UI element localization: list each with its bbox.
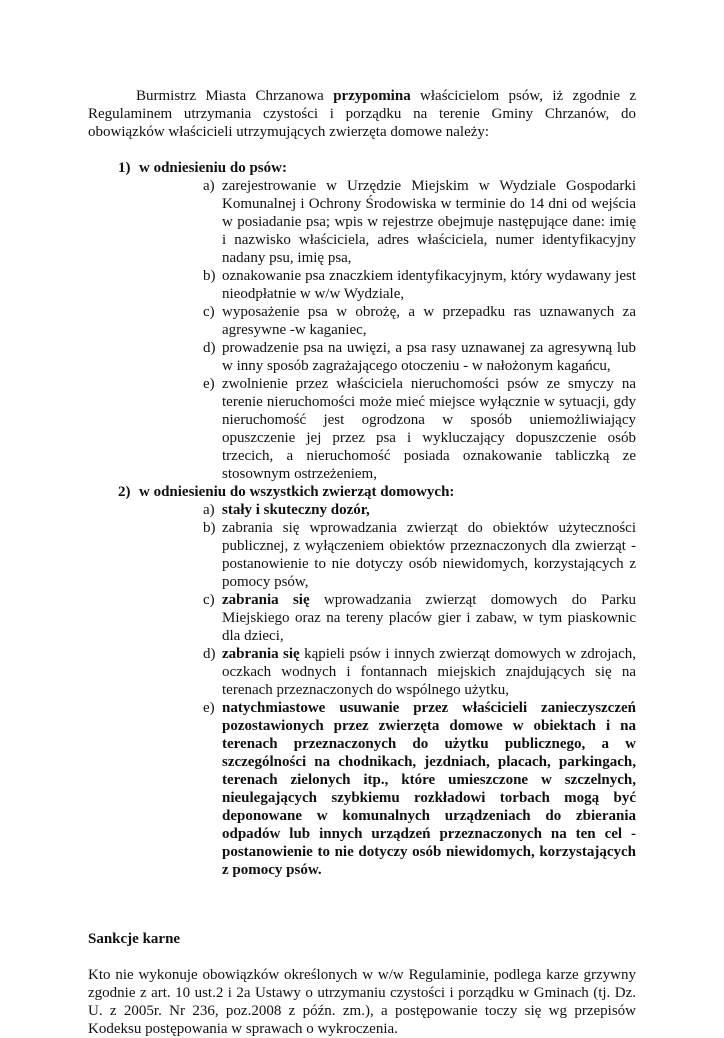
item-text: kąpieli psów i innych zwierząt domowych w zdrojach, oczkach wodnych i fontannach miejskich znajdujących się na terenach przeznaczonych do wspólnego użytku, [222, 646, 636, 698]
item-bold-text: zabrania się [222, 646, 300, 662]
item-bold-text: stały i skuteczny dozór, [222, 502, 370, 518]
item-text: wprowadzania zwierząt domowych do Parku Miejskiego oraz na tereny placów gier i zabaw, w tym piaskownic dla dzieci, [222, 592, 636, 644]
animals-items [139, 501, 636, 879]
item-text: prowadzenie psa na uwięzi, a psa rasy uznawanej za agresywną lub w inny sposób zagrażającego otoczeniu - w nałożonym kagańcu, [222, 340, 636, 374]
section-number: 1) [118, 160, 131, 176]
list-item [139, 519, 636, 591]
item-bold-text: zabrania się [222, 592, 310, 608]
item-text: zwolnienie przez właściciela nieruchomości psów ze smyczy na terenie nieruchomości może mieć miejsce wyłącznie w sytuacji, gdy nieruchomość jest ogrodzona w sposób uniemożliwiający opuszczenie jej przez psa i wykluczający dopuszczenie osób trzecich, a nieruchomość posiada oznakowanie tabliczką ze stosownym ostrzeżeniem, [222, 376, 636, 482]
section-heading: w odniesieniu do psów: [139, 160, 287, 176]
list-item [139, 591, 636, 645]
sanctions-paragraph: Kto nie wykonuje obowiązków określonych w w/w Regulaminie, podlega karze grzywny zgodnie z art. 10 ust.2 i 2a Ustawy o utrzymaniu czystości i porządku w Gminach (tj. Dz. U. z 2005r. Nr 236, poz.2008 z późn. zm.), a postępowanie toczy się wg przepisów Kodeksu postępowania w sprawach o wykroczenia. [88, 967, 636, 1037]
intro-text-start: Burmistrz Miasta Chrzanowa [136, 88, 334, 104]
list-item [139, 177, 636, 267]
item-bold-text: natychmiastowe usuwanie przez właścicieli zanieczyszczeń pozostawionych przez zwierzęta domowe w obiektach i na terenach przeznaczonych do użytku publicznego, a w szczególności na chodnikach, jezdniach, placach, parkingach, terenach zielonych itp., które umieszczone w szczelnych, nieulegających szybkiemu rozkładowi torbach mogą być deponowane w komunalnych urządzeniach do zbierania odpadów lub innych urządzeń przeznaczonych na ten cel - postanowienie to nie dotyczy osób niewidomych, korzystających z pomocy psów. [222, 700, 636, 878]
item-letter: e) [203, 700, 215, 716]
intro-text-end: właścicielom psów, iż zgodnie z Regulaminem utrzymania czystości i porządku na terenie Gminy Chrzanów, do obowiązków właścicieli utrzymujących zwierzęta domowe należy: [88, 88, 637, 140]
item-text: wyposażenie psa w obrożę, a w przepadku ras uznawanych za agresywne -w kaganiec, [222, 304, 636, 338]
item-letter: d) [203, 646, 216, 662]
dogs-items [139, 177, 636, 483]
section-all-animals [88, 483, 636, 879]
item-letter: a) [203, 178, 215, 194]
intro-paragraph [88, 87, 636, 141]
list-item [139, 267, 636, 303]
list-item [139, 501, 636, 519]
list-item [139, 699, 636, 879]
item-letter: a) [203, 502, 215, 518]
item-letter: c) [203, 304, 215, 320]
item-letter: c) [203, 592, 215, 608]
sanctions-title: Sankcje karne [88, 931, 181, 947]
list-item [139, 645, 636, 699]
item-letter: b) [203, 520, 216, 536]
item-text: oznakowanie psa znaczkiem identyfikacyjnym, który wydawany jest nieodpłatnie w w/w Wydziale, [222, 268, 636, 302]
intro-bold-word: przypomina [333, 88, 411, 104]
section-heading: w odniesieniu do wszystkich zwierząt domowych: [139, 484, 455, 500]
item-letter: d) [203, 340, 216, 356]
list-item [139, 339, 636, 375]
section-dogs [88, 159, 636, 483]
list-item [139, 303, 636, 339]
list-item [139, 375, 636, 483]
item-letter: e) [203, 376, 215, 392]
item-text: zabrania się wprowadzania zwierząt do obiektów użyteczności publicznej, z wyłączeniem obiektów przeznaczonych dla zwierząt - postanowienie to nie dotyczy osób niewidomych, korzystających z pomocy psów, [222, 520, 636, 590]
section-number: 2) [118, 484, 131, 500]
obligations-list [88, 159, 636, 879]
item-letter: b) [203, 268, 216, 284]
item-text: zarejestrowanie w Urzędzie Miejskim w Wydziale Gospodarki Komunalnej i Ochrony Środowiska w terminie do 14 dni od wejścia w posiadanie psa; wpis w rejestrze obejmuje następujące dane: imię i nazwisko właściciela, adres właściciela, numer identyfikacyjny nadany psu, imię psa, [222, 178, 636, 266]
